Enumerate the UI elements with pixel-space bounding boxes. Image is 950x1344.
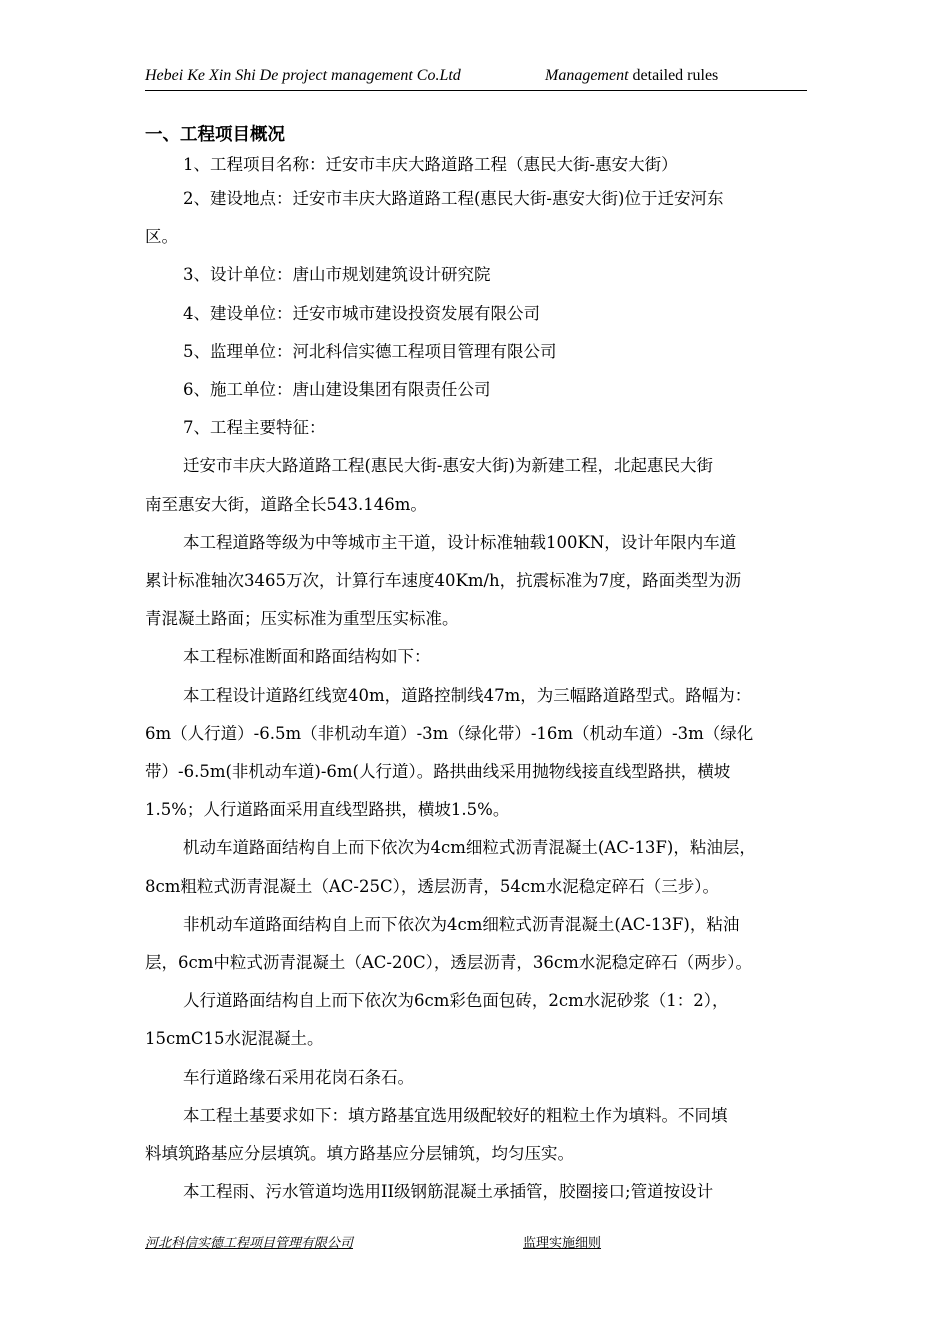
text-line: 6、施工单位：唐山建设集团有限责任公司 [183,380,491,400]
text-line: 带）-6.5m(非机动车道)-6m(人行道）。路拱曲线采用抛物线接直线型路拱，横坡 [145,762,731,782]
text-line: 本工程设计道路红线宽40m，道路控制线47m，为三幅路道路型式。路幅为： [183,685,752,705]
section-heading: 一、工程项目概况 [145,125,285,145]
text-line: 1.5%；人行道路面采用直线型路拱，横坡1.5%。 [145,800,510,820]
text-line: 3、设计单位：唐山市规划建筑设计研究院 [183,265,491,285]
page-footer [145,1232,807,1254]
document-body [145,120,807,1211]
header-company: Hebei Ke Xin Shi De project management Co.Ltd [145,67,461,84]
text-line: 7、工程主要特征： [183,418,326,438]
text-line: 本工程道路等级为中等城市主干道，设计标准轴载100KN，设计年限内车道 [183,532,737,552]
footer-doc-title: 监理实施细则 [523,1236,602,1251]
text-line: 层，6cm中粒式沥青混凝土（AC-20C），透层沥青，36cm水泥稳定碎石（两步）。 [145,953,753,973]
text-line: 6m（人行道）-6.5m（非机动车道）-3m（绿化带）-16m（机动车道）-3m（绿化 [145,723,754,743]
text-line: 本工程标准断面和路面结构如下： [183,647,431,667]
text-line: 5、监理单位：河北科信实德工程项目管理有限公司 [183,341,557,361]
page-header [145,67,807,91]
text-line: 累计标准轴次3465万次，计算行车速度40Km/h，抗震标准为7度，路面类型为沥 [145,571,742,591]
text-line: 本工程雨、污水管道均选用II级钢筋混凝土承插管，胶圈接口;管道按设计 [183,1182,714,1202]
text-line: 15cmC15水泥混凝土。 [145,1029,324,1049]
text-line: 青混凝土路面；压实标准为重型压实标准。 [145,609,459,629]
text-line: 8cm粗粒式沥青混凝土（AC-25C），透层沥青，54cm水泥稳定碎石（三步）。 [145,876,720,896]
text-line: 料填筑路基应分层填筑。填方路基应分层铺筑，均匀压实。 [145,1144,574,1164]
text-line: 1、工程项目名称：迁安市丰庆大路道路工程（惠民大街-惠安大街） [183,155,678,174]
text-line: 本工程土基要求如下：填方路基宜选用级配较好的粗粒土作为填料。不同填 [183,1105,728,1125]
header-doc-title-rest: detailed rules [628,67,719,84]
text-line: 2、建设地点：迁安市丰庆大路道路工程(惠民大街-惠安大街)位于迁安河东 [183,189,724,208]
text-line: 南至惠安大街，道路全长543.146m。 [145,494,427,514]
footer-company: 河北科信实德工程项目管理有限公司 [145,1236,354,1251]
header-doc-title [545,67,718,85]
text-line: 区。 [145,227,178,247]
header-doc-title-em: Management [545,67,629,84]
text-line: 人行道路面结构自上而下依次为6cm彩色面包砖，2cm水泥砂浆（1：2）， [183,991,729,1011]
text-line: 机动车道路面结构自上而下依次为4cm细粒式沥青混凝土(AC-13F)，粘油层， [183,838,756,858]
text-line: 迁安市丰庆大路道路工程(惠民大街-惠安大街)为新建工程，北起惠民大街 [183,456,713,476]
text-line: 4、建设单位：迁安市城市建设投资发展有限公司 [183,303,540,323]
text-line: 车行道路缘石采用花岗石条石。 [183,1067,414,1087]
text-line: 非机动车道路面结构自上而下依次为4cm细粒式沥青混凝土(AC-13F)，粘油 [183,914,740,934]
